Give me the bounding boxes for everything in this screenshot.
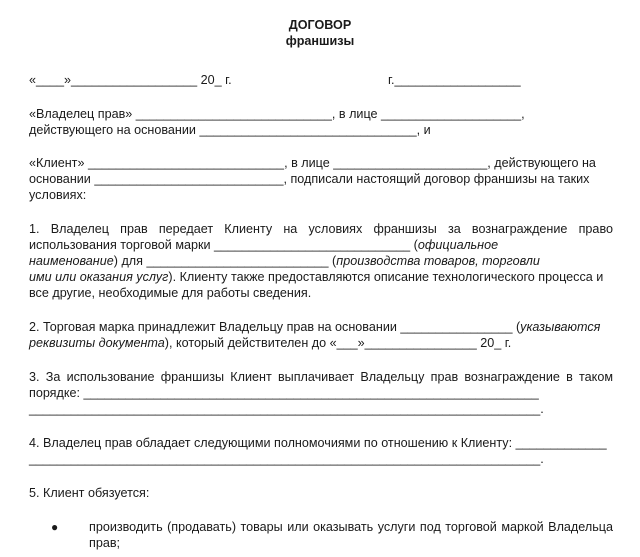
clause-1-line-4: ими или оказания услуг). Клиенту также предоставляются описание технологического процесса и: [29, 270, 604, 284]
clause-1-line-3: наименование) для __________________________ (производства товаров, торговли: [29, 254, 540, 268]
clause-2-line-2: реквизиты документа), который действителен до «___»________________ 20_ г.: [29, 336, 512, 350]
clause-3-line-2: порядке: _________________________________________________________________: [29, 386, 539, 400]
bullet-icon: ●: [51, 520, 59, 534]
client-line-3: условиях:: [29, 188, 87, 202]
clause-3-line-1: 3. За использование франшизы Клиент выплачивает Владельцу прав вознаграждение в таком: [29, 370, 613, 384]
date-field: «____»__________________ 20_ г.: [29, 73, 232, 87]
owner-line-2: действующего на основании _______________________________, и: [29, 123, 431, 137]
clause-4-line-1: 4. Владелец прав обладает следующими полномочиями по отношению к Клиенту: _____________: [29, 436, 607, 450]
clause-1-line-5: все другие, необходимые для работы сведения.: [29, 286, 312, 300]
clause-1-line-1: 1. Владелец прав передает Клиенту на условиях франшизы за вознаграждение право: [29, 222, 613, 236]
clause-5-bullet-1-line-1: производить (продавать) товары или оказывать услуги под торговой маркой Владельца: [89, 520, 613, 534]
clause-5-heading: 5. Клиент обязуется:: [29, 486, 150, 500]
client-line-2: основании ___________________________, подписали настоящий договор франшизы на таких: [29, 172, 590, 186]
clause-5-bullet-1-line-2: прав;: [89, 536, 121, 550]
city-field: г.__________________: [388, 73, 521, 87]
document-subtitle: франшизы: [285, 34, 355, 48]
owner-line-1: «Владелец прав» ____________________________, в лице ____________________,: [29, 107, 525, 121]
clause-1-line-2: использования торговой марки ____________________________ (официальное: [29, 238, 499, 252]
client-line-1: «Клиент» ____________________________, в лице ______________________, действующего на: [29, 156, 596, 170]
clause-4-line-2: _________________________________________________________________________.: [29, 452, 544, 466]
clause-2-line-1: 2. Торговая марка принадлежит Владельцу прав на основании ________________ (указываются: [29, 320, 601, 334]
clause-3-line-3: _________________________________________________________________________.: [29, 402, 544, 416]
document-title: ДОГОВОР: [288, 18, 352, 32]
